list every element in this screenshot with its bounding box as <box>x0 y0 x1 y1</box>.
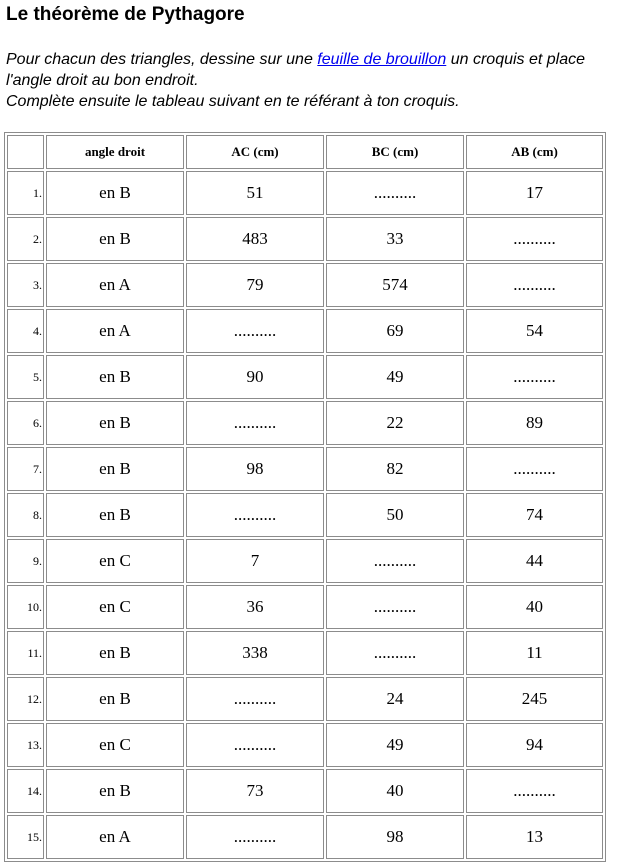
cell-angle-droit: en C <box>46 723 184 767</box>
cell-ac: 36 <box>186 585 324 629</box>
table-row <box>7 769 603 813</box>
cell-ab: 245 <box>466 677 603 721</box>
cell-ac: 90 <box>186 355 324 399</box>
instructions-line2: Complète ensuite le tableau suivant en te référant à ton croquis. <box>6 93 460 110</box>
table-row <box>7 217 603 261</box>
cell-angle-droit: en B <box>46 447 184 491</box>
cell-bc: 82 <box>326 447 464 491</box>
pythagore-table <box>4 132 606 862</box>
cell-bc: 49 <box>326 723 464 767</box>
cell-ac: .......... <box>186 723 324 767</box>
table-row <box>7 447 603 491</box>
cell-angle-droit: en C <box>46 539 184 583</box>
cell-ab: 94 <box>466 723 603 767</box>
cell-bc: .......... <box>326 171 464 215</box>
cell-ab: 44 <box>466 539 603 583</box>
instructions-text-start: Pour chacun des triangles, dessine sur une <box>6 51 318 68</box>
cell-ac: .......... <box>186 677 324 721</box>
cell-bc: .......... <box>326 585 464 629</box>
cell-bc: .......... <box>326 631 464 675</box>
cell-bc: 49 <box>326 355 464 399</box>
row-number: 8. <box>7 493 44 537</box>
cell-ac: 73 <box>186 769 324 813</box>
table-row <box>7 263 603 307</box>
table-row <box>7 539 603 583</box>
cell-bc: 574 <box>326 263 464 307</box>
table-header-row <box>7 135 603 169</box>
cell-bc: 69 <box>326 309 464 353</box>
cell-angle-droit: en B <box>46 217 184 261</box>
cell-bc: 22 <box>326 401 464 445</box>
table-row <box>7 723 603 767</box>
table-row <box>7 309 603 353</box>
row-number: 9. <box>7 539 44 583</box>
cell-ac: 79 <box>186 263 324 307</box>
cell-angle-droit: en A <box>46 815 184 859</box>
cell-ab: 40 <box>466 585 603 629</box>
table-row <box>7 355 603 399</box>
cell-angle-droit: en B <box>46 355 184 399</box>
cell-angle-droit: en A <box>46 263 184 307</box>
row-number: 12. <box>7 677 44 721</box>
row-number: 3. <box>7 263 44 307</box>
cell-angle-droit: en B <box>46 631 184 675</box>
cell-ac: .......... <box>186 493 324 537</box>
table-row <box>7 815 603 859</box>
table-row <box>7 677 603 721</box>
brouillon-link[interactable]: feuille de brouillon <box>317 51 447 68</box>
cell-ab: 17 <box>466 171 603 215</box>
cell-angle-droit: en B <box>46 677 184 721</box>
cell-ac: .......... <box>186 309 324 353</box>
row-number: 2. <box>7 217 44 261</box>
row-number: 13. <box>7 723 44 767</box>
cell-bc: 40 <box>326 769 464 813</box>
cell-ac: 7 <box>186 539 324 583</box>
cell-ab: 13 <box>466 815 603 859</box>
cell-angle-droit: en A <box>46 309 184 353</box>
cell-angle-droit: en C <box>46 585 184 629</box>
cell-bc: 98 <box>326 815 464 859</box>
cell-ab: .......... <box>466 355 603 399</box>
cell-angle-droit: en B <box>46 171 184 215</box>
instructions-text-end: un croquis et place l'angle droit au bon endroit. <box>6 51 586 89</box>
header-ab: AB (cm) <box>466 135 603 169</box>
table-row <box>7 585 603 629</box>
cell-angle-droit: en B <box>46 401 184 445</box>
table-row <box>7 493 603 537</box>
cell-ac: .......... <box>186 401 324 445</box>
cell-ab: 74 <box>466 493 603 537</box>
row-number: 1. <box>7 171 44 215</box>
row-number: 15. <box>7 815 44 859</box>
header-bc: BC (cm) <box>326 135 464 169</box>
header-angle-droit: angle droit <box>46 135 184 169</box>
row-number: 7. <box>7 447 44 491</box>
table-body <box>7 171 603 859</box>
row-number: 6. <box>7 401 44 445</box>
table-row <box>7 631 603 675</box>
row-number: 11. <box>7 631 44 675</box>
cell-bc: 24 <box>326 677 464 721</box>
cell-bc: 50 <box>326 493 464 537</box>
page-title: Le théorème de Pythagore <box>6 4 245 25</box>
cell-ac: 483 <box>186 217 324 261</box>
cell-bc: 33 <box>326 217 464 261</box>
cell-bc: .......... <box>326 539 464 583</box>
cell-ab: 11 <box>466 631 603 675</box>
cell-ac: .......... <box>186 815 324 859</box>
cell-angle-droit: en B <box>46 769 184 813</box>
cell-angle-droit: en B <box>46 493 184 537</box>
cell-ab: .......... <box>466 447 603 491</box>
cell-ab: .......... <box>466 263 603 307</box>
row-number: 4. <box>7 309 44 353</box>
cell-ac: 51 <box>186 171 324 215</box>
row-number: 5. <box>7 355 44 399</box>
cell-ab: 89 <box>466 401 603 445</box>
row-number: 14. <box>7 769 44 813</box>
instructions <box>6 49 621 112</box>
row-number: 10. <box>7 585 44 629</box>
table-row <box>7 401 603 445</box>
cell-ab: .......... <box>466 769 603 813</box>
cell-ab: .......... <box>466 217 603 261</box>
table-row <box>7 171 603 215</box>
cell-ab: 54 <box>466 309 603 353</box>
cell-ac: 338 <box>186 631 324 675</box>
header-ac: AC (cm) <box>186 135 324 169</box>
cell-ac: 98 <box>186 447 324 491</box>
header-corner <box>7 135 44 169</box>
